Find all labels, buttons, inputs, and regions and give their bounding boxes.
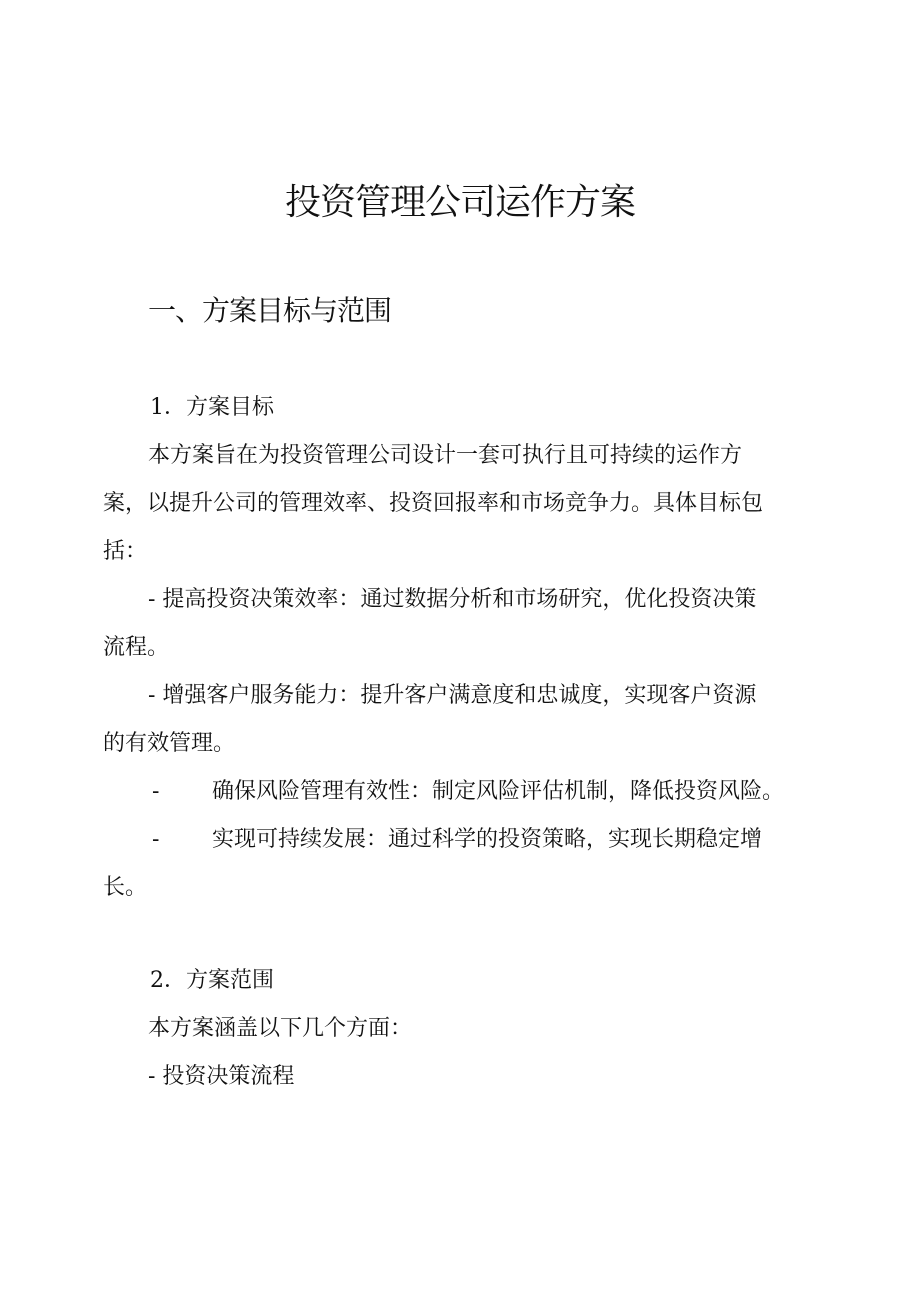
- paragraph-line: 本方案旨在为投资管理公司设计一套可执行且可持续的运作方: [148, 443, 743, 468]
- scope-item: - 投资决策流程: [148, 1064, 295, 1089]
- goal-dash: -: [152, 779, 160, 804]
- goal-line: - 增强客户服务能力：提升客户满意度和忠诚度，实现客户资源: [148, 683, 757, 708]
- subsection-heading-scope: 2．方案范围: [150, 968, 274, 993]
- goal-line: 流程。: [103, 635, 170, 660]
- document-title: 投资管理公司运作方案: [284, 182, 635, 223]
- paragraph-line: 本方案涵盖以下几个方面：: [148, 1016, 413, 1041]
- paragraph-line: 案，以提升公司的管理效率、投资回报率和市场竞争力。具体目标包: [103, 491, 764, 516]
- subsection-heading-goals: 1．方案目标: [150, 395, 274, 420]
- goal-dash: -: [152, 827, 160, 852]
- goal-line: 确保风险管理有效性：制定风险评估机制，降低投资风险。: [212, 779, 785, 804]
- goal-line: 实现可持续发展：通过科学的投资策略，实现长期稳定增: [212, 827, 763, 852]
- goal-line: - 提高投资决策效率：通过数据分析和市场研究，优化投资决策: [148, 587, 757, 612]
- section-heading: 一、方案目标与范围: [148, 294, 392, 327]
- goal-line: 的有效管理。: [103, 731, 236, 756]
- goal-line: 长。: [103, 875, 148, 900]
- paragraph-line: 括：: [103, 539, 148, 564]
